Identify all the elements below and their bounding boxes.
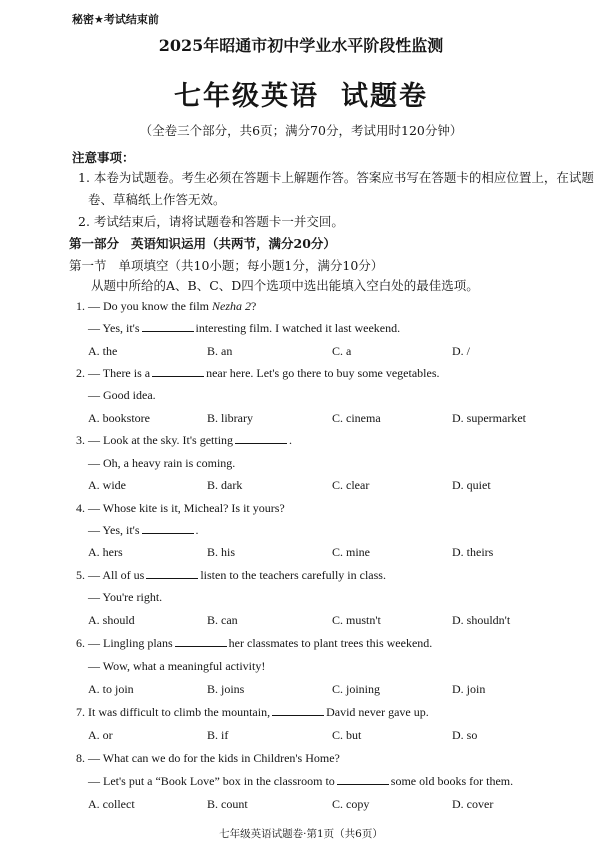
- answer-blank: [142, 523, 194, 534]
- option-b: B. his: [207, 545, 236, 559]
- section-label: 第一节: [69, 258, 107, 273]
- question-number: 4.: [76, 501, 85, 515]
- question-text: It was difficult to climb the mountain,: [88, 705, 271, 719]
- reply-2: — Good idea.: [88, 388, 156, 402]
- option-c: C. mine: [332, 545, 370, 559]
- subject-label: 七年级英语: [174, 81, 319, 112]
- question-text: ?: [251, 299, 257, 313]
- question-text: — Look at the sky. It's getting: [88, 433, 234, 447]
- question-8: [76, 751, 340, 766]
- notice-heading: 注意事项：: [72, 150, 135, 165]
- option-b: B. dark: [207, 478, 243, 492]
- option-a: A. wide: [88, 478, 126, 492]
- answer-blank: [337, 774, 389, 785]
- option-b: B. count: [207, 797, 248, 811]
- notice-item-1-cont: 卷、草稿纸上作答无效。: [88, 192, 226, 207]
- option-d: D. supermarket: [452, 411, 526, 425]
- question-text: her classmates to plant trees this weekend.: [228, 636, 433, 650]
- question-text: David never gave up.: [326, 705, 429, 719]
- paper-label: 试题卷: [341, 81, 428, 112]
- reply-1: [88, 321, 400, 336]
- part-heading: [69, 234, 336, 252]
- exam-title: 2025年昭通市初中学业水平阶段性监测: [158, 36, 444, 55]
- question-7: [76, 705, 429, 720]
- question-number: 7.: [76, 705, 85, 719]
- question-number: 1.: [76, 299, 85, 313]
- option-b: B. an: [207, 344, 233, 358]
- section-heading: [69, 256, 383, 274]
- question-number: 6.: [76, 636, 85, 650]
- option-d: D. quiet: [452, 478, 491, 492]
- option-a: A. to join: [88, 682, 134, 696]
- question-number: 2.: [76, 366, 85, 380]
- reply-8: [88, 774, 513, 789]
- answer-blank: [146, 568, 198, 579]
- question-number: 3.: [76, 433, 85, 447]
- question-text: — Whose kite is it, Micheal? Is it yours?: [88, 501, 285, 515]
- reply-text: — Let's put a “Book Love” box in the classroom to: [88, 774, 335, 788]
- reply-6: — Wow, what a meaningful activity!: [88, 659, 266, 673]
- question-text: — Do you know the film: [88, 299, 212, 313]
- question-text: — Lingling plans: [88, 636, 173, 650]
- answer-blank: [142, 321, 194, 332]
- question-text: — What can we do for the kids in Children's Home?: [88, 751, 340, 765]
- option-a: A. the: [88, 344, 118, 358]
- reply-text: interesting film. I watched it last weekend.: [195, 321, 401, 335]
- option-d: D. theirs: [452, 545, 494, 559]
- question-number: 8.: [76, 751, 85, 765]
- question-5: [76, 568, 386, 583]
- option-c: C. joining: [332, 682, 381, 696]
- question-text: — All of us: [88, 568, 145, 582]
- reply-text: some old books for them.: [390, 774, 514, 788]
- answer-blank: [272, 705, 324, 716]
- reply-5: — You're right.: [88, 590, 163, 604]
- option-d: D. /: [452, 344, 470, 358]
- film-title: Nezha 2: [212, 299, 251, 313]
- option-c: C. but: [332, 728, 362, 742]
- question-4: [76, 501, 285, 516]
- notice-item-1: 1. 本卷为试题卷。考生必须在答题卡上解题作答。答案应书写在答题卡的相应位置上，在试题: [78, 170, 594, 185]
- part-label: 第一部分: [69, 236, 120, 251]
- option-a: A. bookstore: [88, 411, 150, 425]
- option-a: A. should: [88, 613, 135, 627]
- option-a: A. collect: [88, 797, 135, 811]
- option-d: D. shouldn't: [452, 613, 511, 627]
- option-b: B. joins: [207, 682, 245, 696]
- question-text: .: [289, 433, 293, 447]
- reply-text: .: [195, 523, 199, 537]
- question-3: [76, 433, 292, 448]
- part-title: 英语知识运用（共两节，满分20分）: [131, 236, 336, 251]
- question-text: listen to the teachers carefully in class.: [200, 568, 386, 582]
- option-d: D. cover: [452, 797, 494, 811]
- section-title: 单项填空（共10小题；每小题1分，满分10分）: [118, 258, 384, 273]
- option-d: D. join: [452, 682, 486, 696]
- question-2: [76, 366, 440, 381]
- notice-item-2: 2. 考试结束后，请将试题卷和答题卡一并交回。: [78, 214, 344, 229]
- option-c: C. cinema: [332, 411, 381, 425]
- question-6: [76, 636, 432, 651]
- question-text: — There is a: [88, 366, 151, 380]
- question-1: [76, 299, 256, 314]
- secret-mark: 秘密★考试结束前: [72, 13, 159, 26]
- option-c: C. mustn't: [332, 613, 381, 627]
- answer-blank: [235, 433, 287, 444]
- reply-text: — Yes, it's: [88, 523, 140, 537]
- exam-info: （全卷三个部分，共6页；满分70分，考试用时120分钟）: [139, 123, 463, 138]
- option-b: B. if: [207, 728, 229, 742]
- reply-3: — Oh, a heavy rain is coming.: [88, 456, 236, 470]
- option-c: C. clear: [332, 478, 370, 492]
- question-text: near here. Let's go there to buy some vegetables.: [206, 366, 440, 380]
- option-c: C. a: [332, 344, 352, 358]
- paper-title: [0, 74, 602, 113]
- option-b: B. library: [207, 411, 253, 425]
- question-number: 5.: [76, 568, 85, 582]
- reply-4: [88, 523, 199, 538]
- option-a: A. or: [88, 728, 113, 742]
- reply-text: — Yes, it's: [88, 321, 140, 335]
- option-a: A. hers: [88, 545, 123, 559]
- option-b: B. can: [207, 613, 238, 627]
- answer-blank: [175, 636, 227, 647]
- section-instruction: 从题中所给的A、B、C、D四个选项中选出能填入空白处的最佳选项。: [91, 278, 479, 293]
- option-c: C. copy: [332, 797, 370, 811]
- option-d: D. so: [452, 728, 478, 742]
- page-footer: 七年级英语试题卷·第1页（共6页）: [219, 828, 383, 840]
- answer-blank: [152, 366, 204, 377]
